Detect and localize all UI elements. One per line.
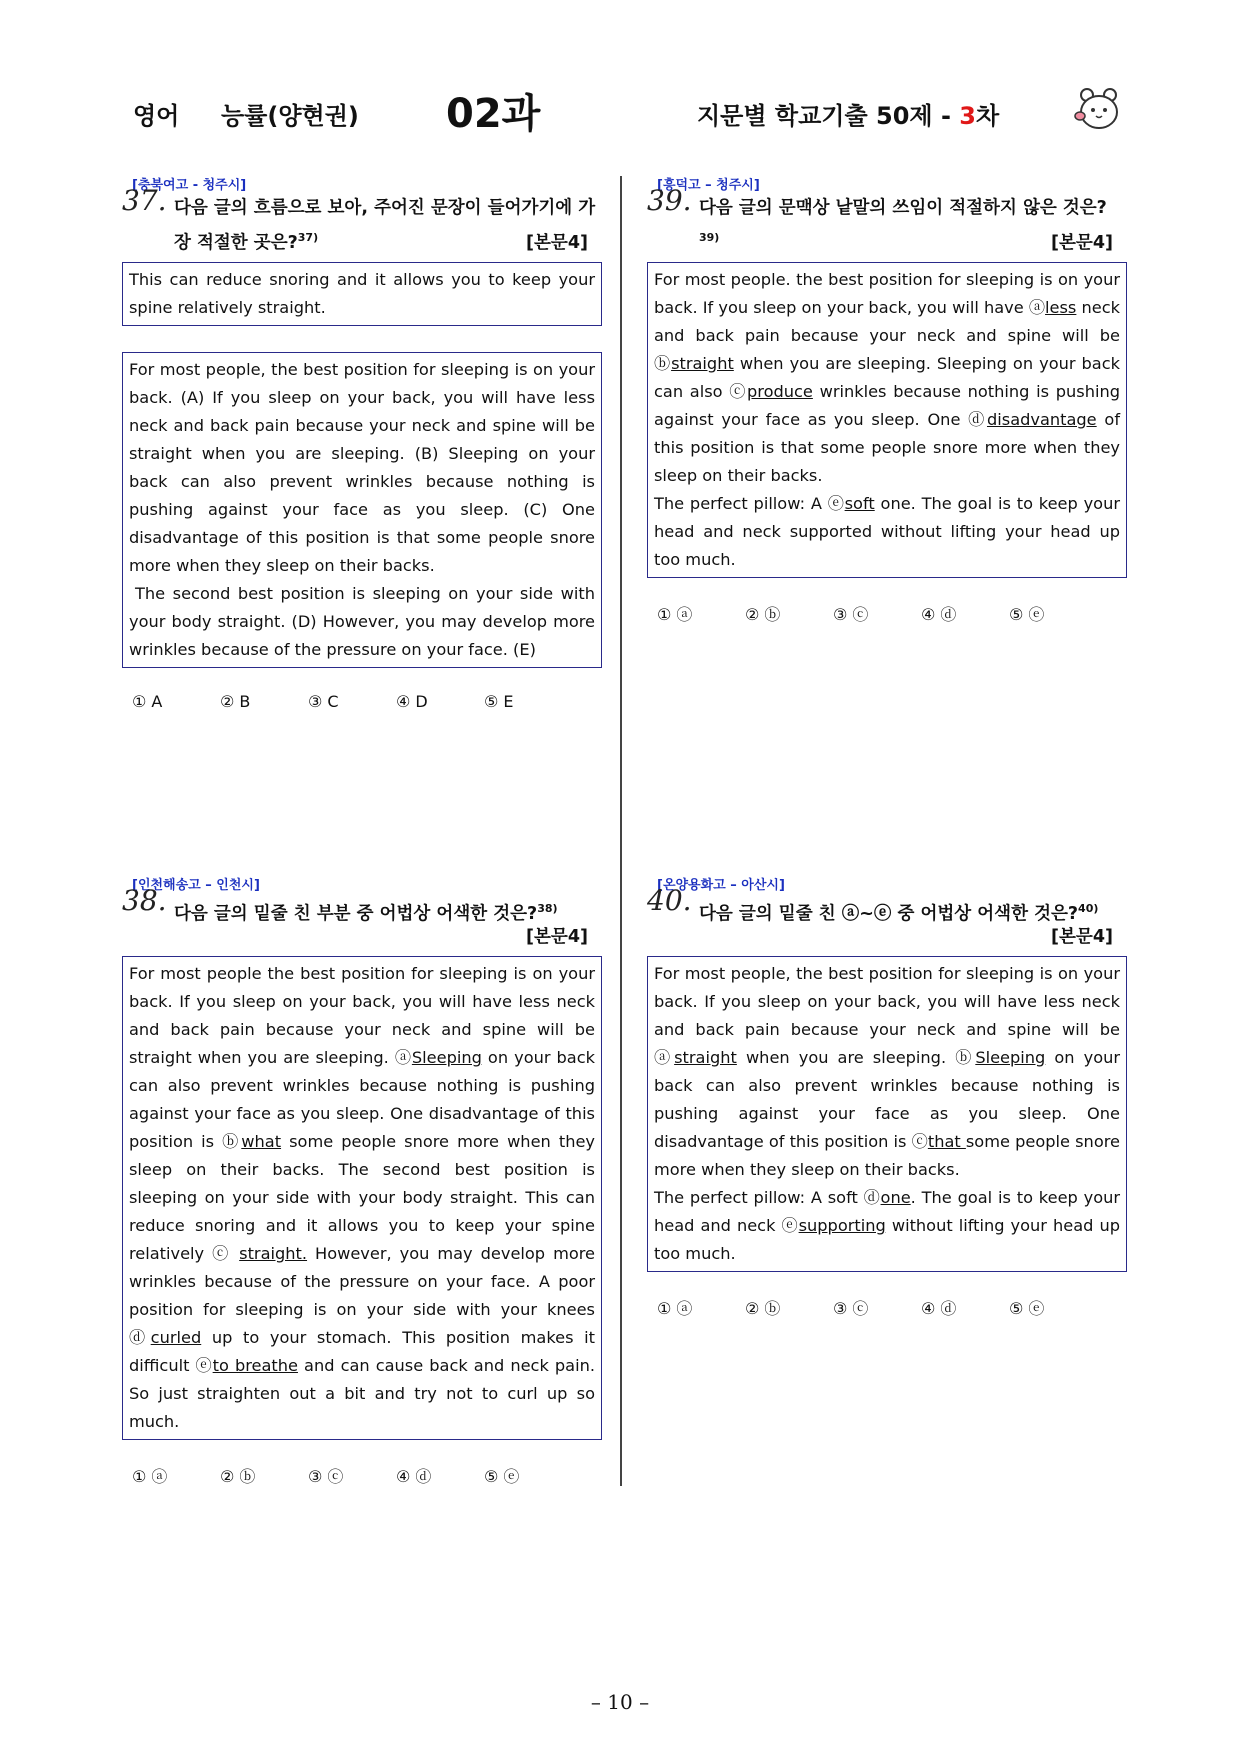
choice-3[interactable]: ③ C <box>308 691 339 711</box>
choice-1[interactable]: ① ⓐ <box>132 1467 168 1486</box>
given-sentence-box <box>122 262 602 326</box>
choice-4[interactable]: ④ D <box>396 691 428 711</box>
stem-text: 다음 글의 흐름으로 보아, 주어진 문장이 들어가기에 가장 적절한 곳은? <box>174 198 596 253</box>
series-separator: - <box>940 102 951 130</box>
choice-2[interactable]: ② ⓑ <box>745 604 781 624</box>
question-source: [인천해송고 – 인천시] <box>132 878 260 893</box>
footnote-mark: 38) <box>537 902 558 915</box>
passage-box <box>122 956 602 1440</box>
choice-1[interactable]: ① A <box>132 691 163 711</box>
choice-5[interactable]: ⑤ ⓔ <box>484 1467 520 1486</box>
question-38 <box>122 874 602 1487</box>
bear-face-icon <box>1073 86 1123 132</box>
column-divider <box>620 176 622 1486</box>
choice-5[interactable]: ⑤ ⓔ <box>1009 1299 1045 1318</box>
passage-tag: [본문4] <box>526 232 588 253</box>
given-sentence: This can reduce snoring and it allows you to keep your spine relatively straight. <box>129 269 595 317</box>
footnote-mark: 40) <box>1078 902 1099 915</box>
choice-4[interactable]: ④ ⓓ <box>921 1299 957 1318</box>
choice-1[interactable]: ① ⓐ <box>657 604 693 624</box>
round-suffix: 차 <box>975 102 1000 130</box>
textbook-label: 능률(양현권) <box>221 102 359 130</box>
passage-box <box>122 352 602 668</box>
answer-choices <box>657 1296 1127 1319</box>
lesson-title: 02과 <box>446 91 541 137</box>
question-number: 38. <box>122 884 167 917</box>
answer-choices <box>657 602 1127 625</box>
question-37 <box>122 174 602 711</box>
footnote-mark: 39) <box>699 231 720 244</box>
series-title <box>697 96 999 131</box>
choice-2[interactable]: ② ⓑ <box>220 1467 256 1486</box>
passage-paragraph: The second best position is sleeping on your side with your body straight. (D) However, you may develop more wrinkles because of the pressure on your face. (E) <box>129 583 595 659</box>
question-number: 37. <box>122 184 167 217</box>
passage-paragraph: The perfect pillow: A ⓔsoft one. The goal is to keep your head and neck supported without lifting your head up too much. <box>654 493 1120 569</box>
passage-paragraph: For most people the best position for sleeping is on your back. If you sleep on your back, you will have less neck and back pain because your neck and spine will be straight when you are sleeping. ⓐSleeping on your back can also prevent wrinkles because nothing is pushing against your face as you sleep. One disadvantage of this position is ⓑwhat some people snore more when they sleep on their backs. The second best position is sleeping on your side with your body straight. This can reduce snoring and it allows you to keep your spine relatively ⓒ straight. However, you may develop more wrinkles because of the pressure on your face. A poor position for sleeping is on your side with your knees ⓓcurled up to your stomach. This position makes it difficult ⓔto breathe and can cause back and neck pain. So just straighten out a bit and try not to curl up so much. <box>129 964 596 1431</box>
choice-4[interactable]: ④ ⓓ <box>921 604 957 624</box>
round-number: 3 <box>959 102 976 130</box>
subject-label: 영어 <box>133 102 180 130</box>
passage-paragraph: For most people, the best position for sleeping is on your back. If you sleep on your back, you will have less neck and back pain because your neck and spine will be ⓐstraight when you are sleeping. ⓑSleeping on your back can also prevent wrinkles because nothing is pushing against your face as you sleep. One disadvantage of this position is ⓒthat some people snore more when they sleep on their backs. <box>654 964 1121 1179</box>
answer-choices <box>132 1464 602 1487</box>
series-prefix: 지문별 학교기출 50제 <box>697 102 933 130</box>
choice-5[interactable]: ⑤ ⓔ <box>1009 604 1045 624</box>
passage-box <box>647 956 1127 1272</box>
question-40 <box>647 874 1127 1319</box>
choice-2[interactable]: ② B <box>220 691 251 711</box>
passage-box <box>647 262 1127 578</box>
choice-1[interactable]: ① ⓐ <box>657 1299 693 1318</box>
stem-text: 다음 글의 밑줄 친 부분 중 어법상 어색한 것은? <box>174 903 538 924</box>
question-source: [온양용화고 – 아산시] <box>657 878 785 893</box>
passage-paragraph: The perfect pillow: A soft ⓓone. The goal is to keep your head and neck ⓔsupporting without lifting your head up too much. <box>654 1188 1121 1263</box>
question-source: [충북여고 - 청주시] <box>132 178 247 193</box>
passage-tag: [본문4] <box>526 927 588 947</box>
stem-text: 다음 글의 문맥상 낱말의 쓰임이 적절하지 않은 것은? <box>699 198 1107 218</box>
page-number: – 10 – <box>590 1690 650 1714</box>
choice-2[interactable]: ② ⓑ <box>745 1299 781 1318</box>
passage-tag: [본문4] <box>1051 232 1113 253</box>
question-source: [흥덕고 – 청주시] <box>657 178 760 193</box>
answer-choices <box>132 692 602 711</box>
question-number: 39. <box>647 184 692 217</box>
choice-3[interactable]: ③ ⓒ <box>308 1467 344 1486</box>
choice-4[interactable]: ④ ⓓ <box>396 1467 432 1486</box>
passage-tag: [본문4] <box>1051 927 1113 947</box>
question-39 <box>647 174 1127 625</box>
page-header <box>0 82 1240 142</box>
choice-3[interactable]: ③ ⓒ <box>833 604 869 624</box>
footnote-mark: 37) <box>297 231 319 244</box>
passage-paragraph: For most people. the best position for sleeping is on your back. If you sleep on your back, you will have ⓐless neck and back pain because your neck and spine will be ⓑstraight when you are sleeping. Sleeping on your back can also ⓒproduce wrinkles because nothing is pushing against your face as you sleep. One ⓓdisadvantage of this position is that some people snore more when they sleep on their backs. <box>654 269 1121 485</box>
choice-5[interactable]: ⑤ E <box>484 691 514 711</box>
choice-3[interactable]: ③ ⓒ <box>833 1299 869 1318</box>
stem-text: 다음 글의 밑줄 친 ⓐ~ⓔ 중 어법상 어색한 것은? <box>699 903 1079 924</box>
passage-paragraph: For most people, the best position for sleeping is on your back. (A) If you sleep on your back, you will have less neck and back pain because your neck and spine will be straight when you are sleeping. (B) Sleeping on your back can also prevent wrinkles because nothing is pushing against your face as you sleep. (C) One disadvantage of this position is that some people snore more when they sleep on their backs. <box>129 359 595 575</box>
question-number: 40. <box>647 884 692 917</box>
